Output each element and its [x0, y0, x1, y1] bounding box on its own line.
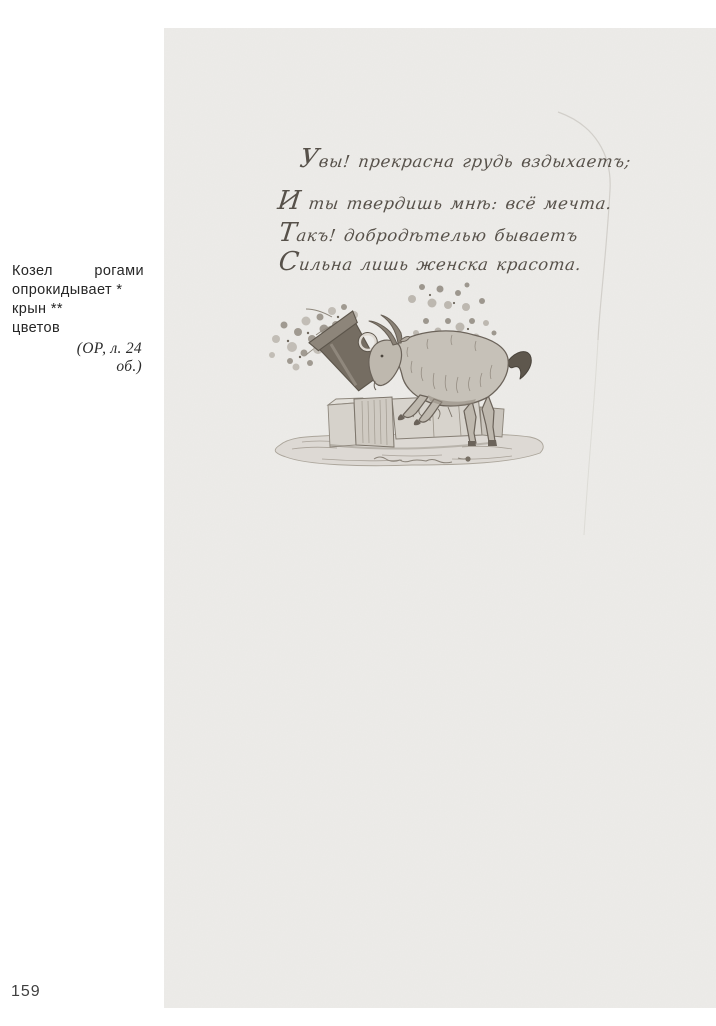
margin-caption — [12, 262, 144, 376]
scribble-flourish — [465, 456, 470, 461]
goat-hoof — [488, 440, 497, 446]
verse-line-3: Такъ! добродѣтелью бываетъ — [277, 218, 580, 248]
goat-hoof — [468, 441, 476, 446]
caption-line-1 — [12, 262, 144, 281]
goat-tail — [508, 352, 531, 379]
goat-drawing — [262, 277, 552, 472]
verse-line-1: Увы! прекрасна грудь вздыхаетъ; — [298, 144, 633, 174]
verse-line-2: И ты твердишь мнѣ: всё мечта. — [276, 186, 614, 216]
caption-line-3: крын ** — [12, 301, 63, 317]
caption-line-4: цветов — [12, 320, 61, 336]
caption-word: Козел — [12, 263, 53, 279]
block-left — [328, 403, 356, 447]
archive-reference-line-2: об.) — [116, 358, 142, 375]
paper-texture — [164, 28, 716, 1008]
caption-word: рогами — [94, 263, 144, 279]
goat-head — [369, 340, 402, 385]
caption-line-2: опрокидывает * — [12, 282, 123, 298]
archive-reference — [12, 340, 144, 376]
archive-reference-line-1: (ОР, л. 24 — [76, 340, 142, 357]
verse-line-4: Сильна лишь женска красота. — [277, 247, 583, 277]
page-number: 159 — [11, 983, 41, 1000]
goat-eye — [381, 355, 384, 358]
manuscript-facsimile — [164, 28, 716, 1008]
